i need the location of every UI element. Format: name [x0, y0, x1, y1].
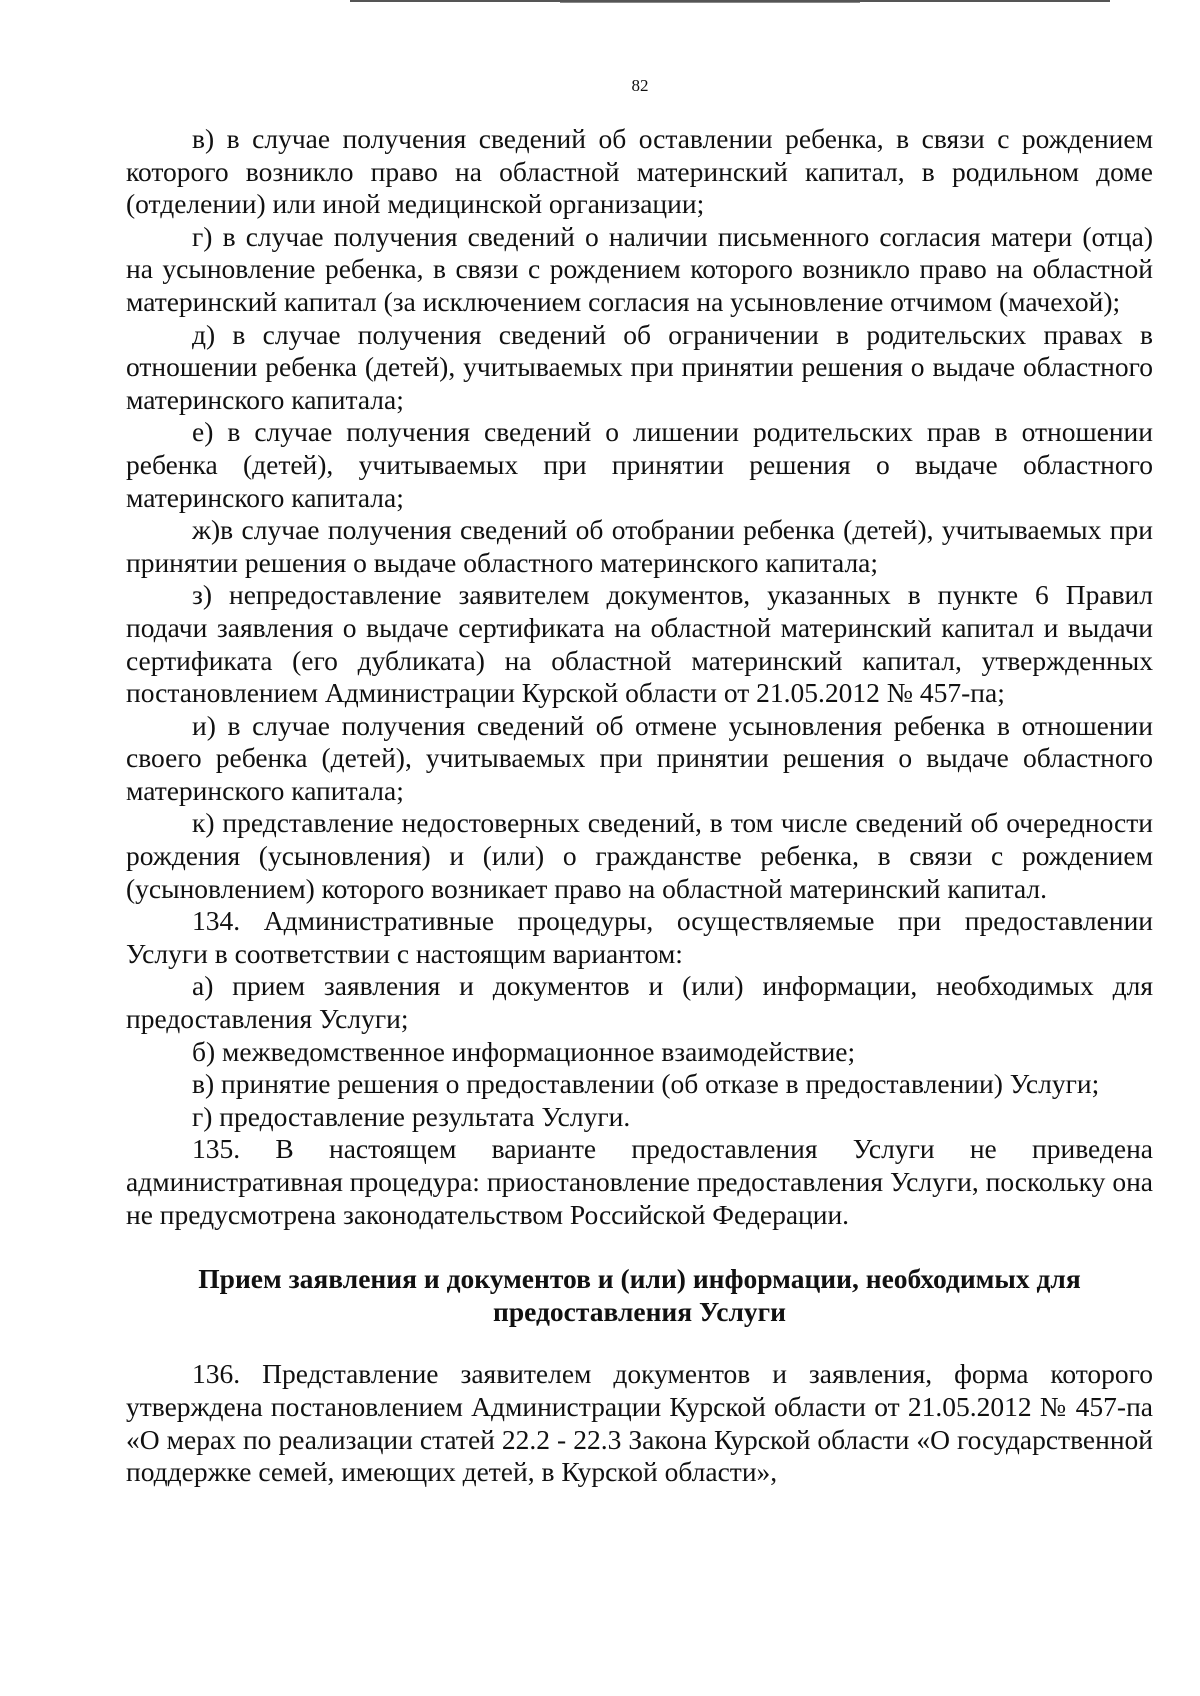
- paragraph-v: в) в случае получения сведений об оставлении ребенка, в связи с рождением которого возникло право на областной материнский капитал, в родильном доме (отделении) или иной медицинской организации;: [126, 123, 1153, 220]
- section-heading: Прием заявления и документов и (или) информации, необходимых для предоставления Услуги: [198, 1263, 1081, 1327]
- page-number: 82: [631, 76, 649, 95]
- paragraph-136: 136. Представление заявителем документов и заявления, форма которого утверждена постановлением Администрации Курской области от 21.05.2012 № 457-па «О мерах по реализации статей 22.2 - 22.3 Закона Курской области «О государственной поддержке семей, имеющих детей, в Курской области»,: [126, 1358, 1153, 1488]
- paragraph-134: 134. Административные процедуры, осуществляемые при предоставлении Услуги в соответствии с настоящим вариантом:: [126, 905, 1153, 969]
- paragraph-134-v: в) принятие решения о предоставлении (об отказе в предоставлении) Услуги;: [192, 1068, 1100, 1100]
- scan-edge-line-secondary: [560, 2, 860, 3]
- paragraph-k: к) представление недостоверных сведений, в том числе сведений об очередности рождения (усыновления) и (или) о гражданстве ребенка, в связи с рождением (усыновлением) которого возникает право на областной материнский капитал.: [126, 807, 1153, 904]
- paragraph-z: з) непредоставление заявителем документов, указанных в пункте 6 Правил подачи заявления о выдаче сертификата на областной материнский капитал и выдачи сертификата (его дубликата) на областной материнский капитал, утвержденных постановлением Администрации Курской области от 21.05.2012 № 457-па;: [126, 579, 1153, 709]
- paragraph-134-g: г) предоставление результата Услуги.: [192, 1100, 631, 1132]
- paragraph-134-b: б) межведомственное информационное взаимодействие;: [192, 1035, 856, 1067]
- paragraph-d: д) в случае получения сведений об ограничении в родительских правах в отношении ребенка (детей), учитываемых при принятии решения о выдаче областного материнского капитала;: [126, 318, 1153, 415]
- paragraph-zh: ж)в случае получения сведений об отобрании ребенка (детей), учитываемых при принятии решения о выдаче областного материнского капитала;: [126, 514, 1153, 578]
- document-body: [126, 123, 1153, 1489]
- paragraph-e: е) в случае получения сведений о лишении родительских прав в отношении ребенка (детей), учитываемых при принятии решения о выдаче областного материнского капитала;: [126, 416, 1153, 513]
- paragraph-134-a: а) прием заявления и документов и (или) информации, необходимых для предоставления Услуги;: [126, 970, 1153, 1035]
- paragraph-135: 135. В настоящем варианте предоставления Услуги не приведена административная процедура: приостановление предоставления Услуги, поскольку она не предусмотрена законодательством Российской Федерации.: [126, 1133, 1153, 1230]
- paragraph-i: и) в случае получения сведений об отмене усыновления ребенка в отношении своего ребенка (детей), учитываемых при принятии решения о выдаче областного материнского капитала;: [126, 709, 1153, 806]
- paragraph-g: г) в случае получения сведений о наличии письменного согласия матери (отца) на усыновление ребенка, в связи с рождением которого возникло право на областной материнский капитал (за исключением согласия на усыновление отчимом (мачехой);: [126, 220, 1153, 317]
